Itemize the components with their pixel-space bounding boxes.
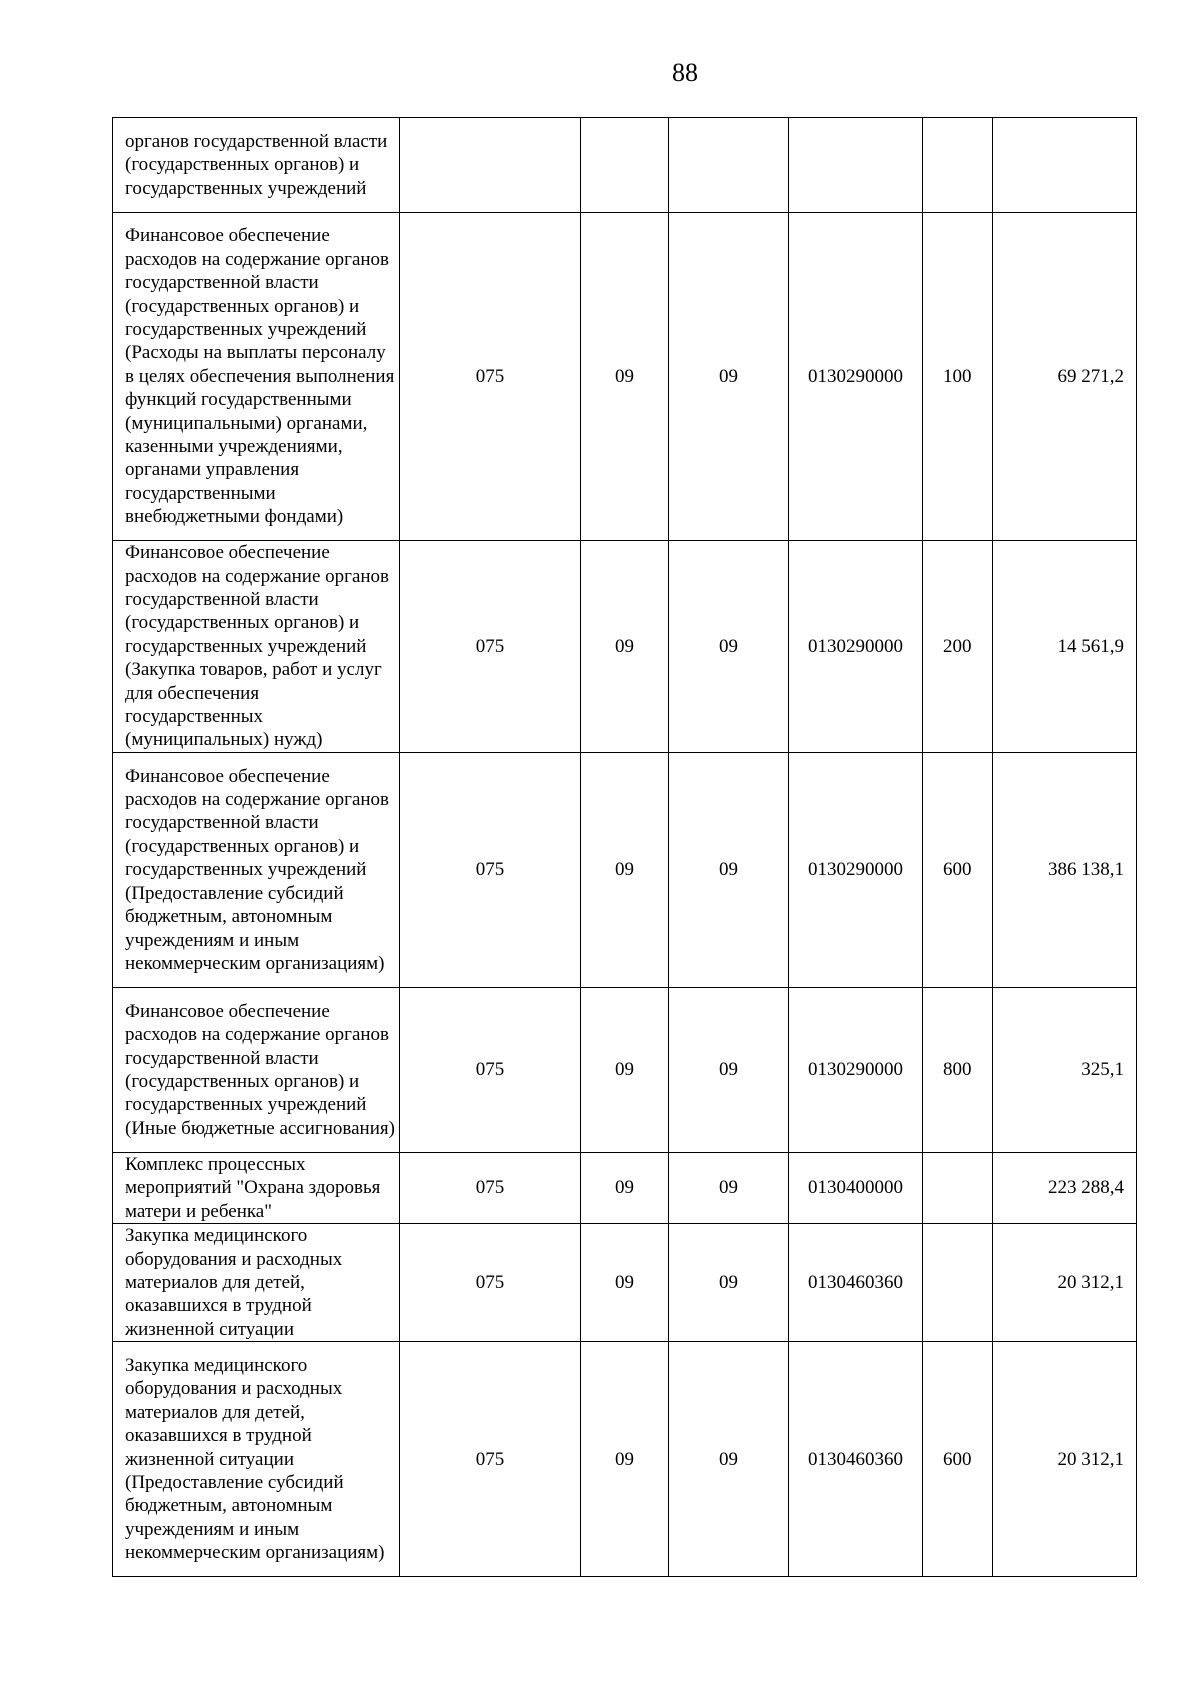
- csr-cell: 0130460360: [789, 1342, 923, 1577]
- sum-cell: 223 288,4: [993, 1153, 1137, 1224]
- sum-cell: 325,1: [993, 988, 1137, 1153]
- row-name-cell: Финансовое обеспечение расходов на содержание органов государственной власти (государственных органов) и государственных учреждений (Предоставление субсидий бюджетным, автономным учреждениям и иным некоммерческим организациям): [113, 753, 400, 988]
- ved-cell: 075: [400, 1342, 581, 1577]
- vr-cell: [923, 1224, 993, 1342]
- rz-cell: 09: [581, 988, 669, 1153]
- table-row: [113, 213, 1137, 541]
- pr-cell: [669, 118, 789, 213]
- rz-cell: 09: [581, 1342, 669, 1577]
- table-row: [113, 1342, 1137, 1577]
- vr-cell: 600: [923, 753, 993, 988]
- sum-cell: 386 138,1: [993, 753, 1137, 988]
- pr-cell: 09: [669, 213, 789, 541]
- pr-cell: 09: [669, 1224, 789, 1342]
- page-number: 88: [672, 58, 698, 87]
- ved-cell: [400, 118, 581, 213]
- sum-cell: 20 312,1: [993, 1342, 1137, 1577]
- rz-cell: 09: [581, 1224, 669, 1342]
- csr-cell: 0130290000: [789, 988, 923, 1153]
- vr-cell: [923, 118, 993, 213]
- row-name-cell: Финансовое обеспечение расходов на содержание органов государственной власти (государственных органов) и государственных учреждений (Расходы на выплаты персоналу в целях обеспечения выполнения функций государственными (муниципальными) органами, казенными учреждениями, органами управления государственными внебюджетными фондами): [113, 213, 400, 541]
- row-name-cell: Закупка медицинского оборудования и расходных материалов для детей, оказавшихся в трудной жизненной ситуации (Предоставление субсидий бюджетным, автономным учреждениям и иным некоммерческим организациям): [113, 1342, 400, 1577]
- vr-cell: 600: [923, 1342, 993, 1577]
- table-row: [113, 753, 1137, 988]
- vr-cell: [923, 1153, 993, 1224]
- csr-cell: 0130460360: [789, 1224, 923, 1342]
- row-name-cell: Закупка медицинского оборудования и расходных материалов для детей, оказавшихся в трудной жизненной ситуации: [113, 1224, 400, 1342]
- rz-cell: 09: [581, 213, 669, 541]
- csr-cell: 0130290000: [789, 541, 923, 753]
- csr-cell: 0130400000: [789, 1153, 923, 1224]
- csr-cell: 0130290000: [789, 753, 923, 988]
- rz-cell: 09: [581, 1153, 669, 1224]
- rz-cell: [581, 118, 669, 213]
- ved-cell: 075: [400, 213, 581, 541]
- table-row: [113, 1153, 1137, 1224]
- pr-cell: 09: [669, 541, 789, 753]
- sum-cell: [993, 118, 1137, 213]
- vr-cell: 200: [923, 541, 993, 753]
- sum-cell: 69 271,2: [993, 213, 1137, 541]
- row-name-cell: органов государственной власти (государственных органов) и государственных учреждений: [113, 118, 400, 213]
- row-name-cell: Финансовое обеспечение расходов на содержание органов государственной власти (государственных органов) и государственных учреждений (Иные бюджетные ассигнования): [113, 988, 400, 1153]
- pr-cell: 09: [669, 988, 789, 1153]
- ved-cell: 075: [400, 541, 581, 753]
- vr-cell: 100: [923, 213, 993, 541]
- csr-cell: [789, 118, 923, 213]
- table-row: [113, 541, 1137, 753]
- pr-cell: 09: [669, 753, 789, 988]
- ved-cell: 075: [400, 988, 581, 1153]
- rz-cell: 09: [581, 753, 669, 988]
- ved-cell: 075: [400, 1153, 581, 1224]
- row-name-cell: Финансовое обеспечение расходов на содержание органов государственной власти (государственных органов) и государственных учреждений (Закупка товаров, работ и услуг для обеспечения государственных (муниципальных) нужд): [113, 541, 400, 753]
- pr-cell: 09: [669, 1153, 789, 1224]
- table-row: [113, 118, 1137, 213]
- sum-cell: 14 561,9: [993, 541, 1137, 753]
- budget-table: [112, 117, 1137, 1577]
- sum-cell: 20 312,1: [993, 1224, 1137, 1342]
- csr-cell: 0130290000: [789, 213, 923, 541]
- ved-cell: 075: [400, 1224, 581, 1342]
- pr-cell: 09: [669, 1342, 789, 1577]
- vr-cell: 800: [923, 988, 993, 1153]
- table-row: [113, 1224, 1137, 1342]
- table-row: [113, 988, 1137, 1153]
- rz-cell: 09: [581, 541, 669, 753]
- row-name-cell: Комплекс процессных мероприятий "Охрана здоровья матери и ребенка": [113, 1153, 400, 1224]
- ved-cell: 075: [400, 753, 581, 988]
